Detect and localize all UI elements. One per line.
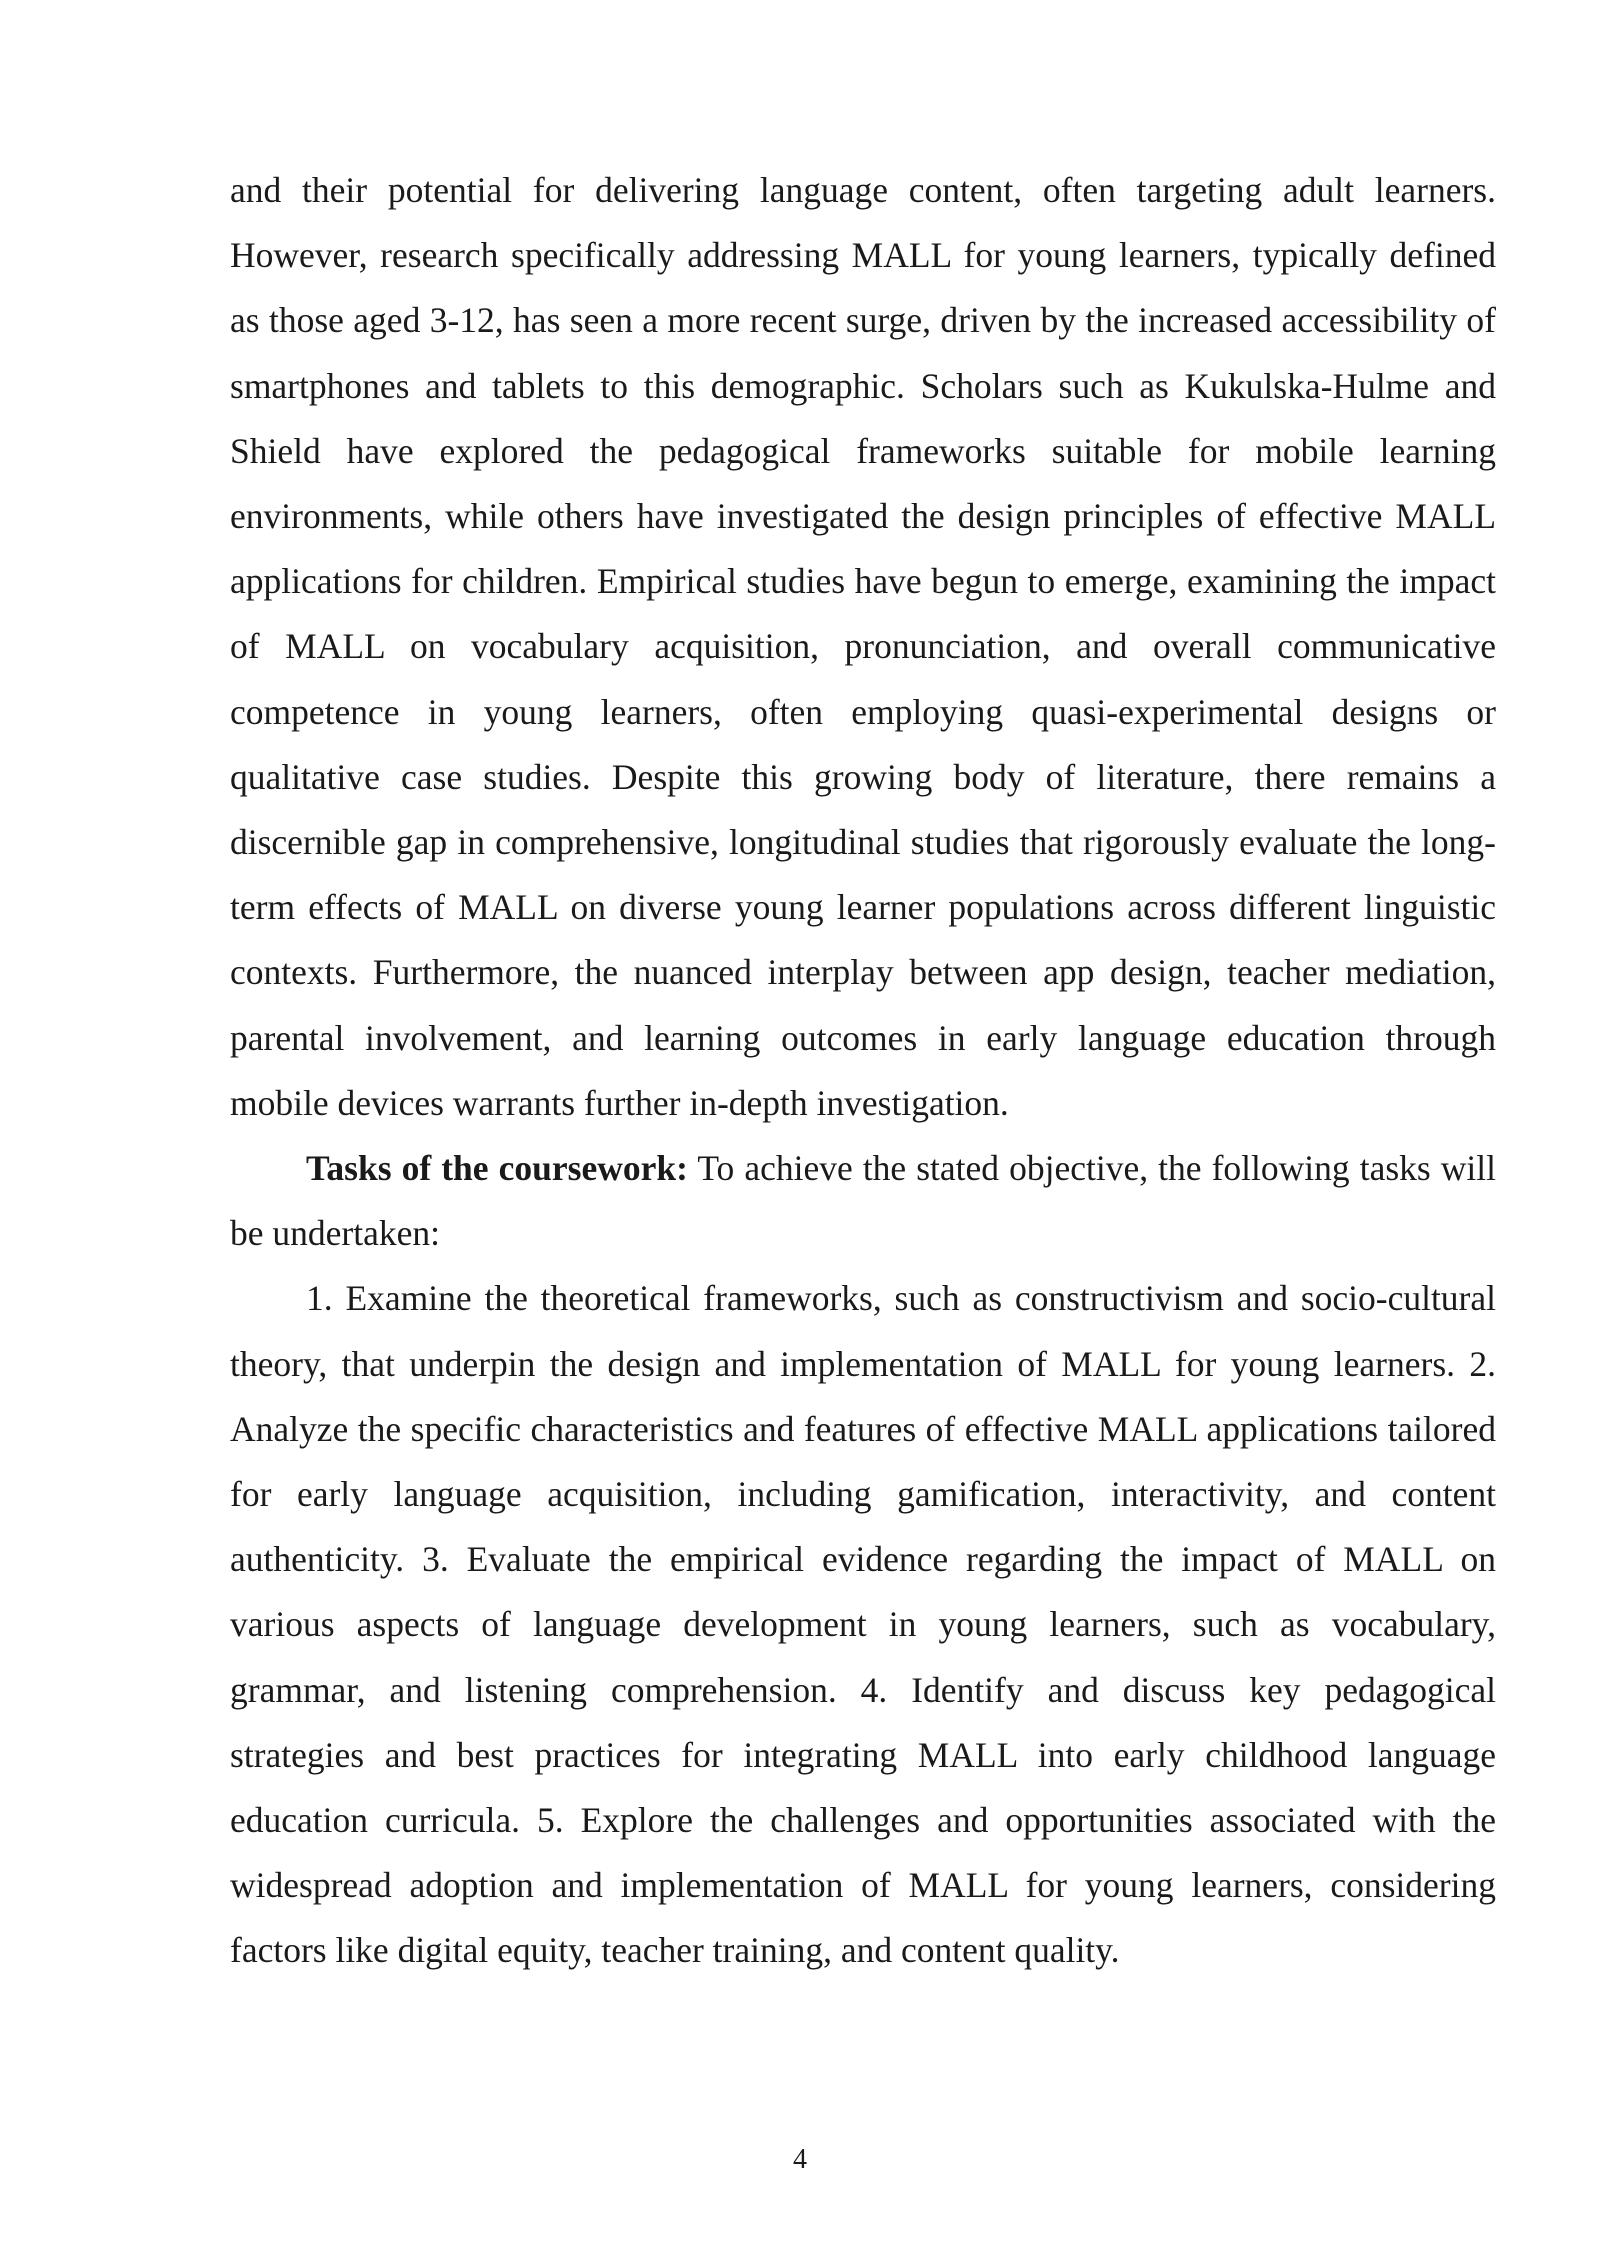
body-text: [230, 158, 1496, 1984]
paragraph-tasks-list: 1. Examine the theoretical frameworks, such as constructivism and socio-cultural theory, that underpin the design and implementation of MALL for young learners. 2. Analyze the specific characteristics and features of effective MALL applications tailored for early language acquisition, including gamification, interactivity, and content authenticity. 3. Evaluate the empirical evidence regarding the impact of MALL on various aspects of language development in young learners, such as vocabulary, grammar, and listening comprehension. 4. Identify and discuss key pedagogical strategies and best practices for integrating MALL into early childhood language education curricula. 5. Explore the challenges and opportunities associated with the widespread adoption and implementation of MALL for young learners, considering factors like digital equity, teacher training, and content quality.: [230, 1278, 1496, 1971]
page-number: 4: [793, 2144, 807, 2175]
paragraph-tasks-intro: [230, 1136, 1496, 1266]
tasks-heading: Tasks of the coursework:: [306, 1148, 688, 1189]
paragraph-literature-review: and their potential for delivering language content, often targeting adult learners. However, research specifically addressing MALL for young learners, typically defined as those aged 3-12, has seen a more recent surge, driven by the increased accessibility of smartphones and tablets to this demographic. Scholars such as Kukulska-Hulme and Shield have explored the pedagogical frameworks suitable for mobile learning environments, while others have investigated the design principles of effective MALL applications for children. Empirical studies have begun to emerge, examining the impact of MALL on vocabulary acquisition, pronunciation, and overall communicative competence in young learners, often employing quasi-experimental designs or qualitative case studies. Despite this growing body of literature, there remains a discernible gap in comprehensive, longitudinal studies that rigorously evaluate the long-term effects of MALL on diverse young learner populations across different linguistic contexts. Furthermore, the nuanced interplay between app design, teacher mediation, parental involvement, and learning outcomes in early language education through mobile devices warrants further in-depth investigation.: [230, 170, 1496, 1123]
tasks-intro-text: To achieve the stated objective, the following tasks will be undertaken:: [230, 1148, 1496, 1254]
